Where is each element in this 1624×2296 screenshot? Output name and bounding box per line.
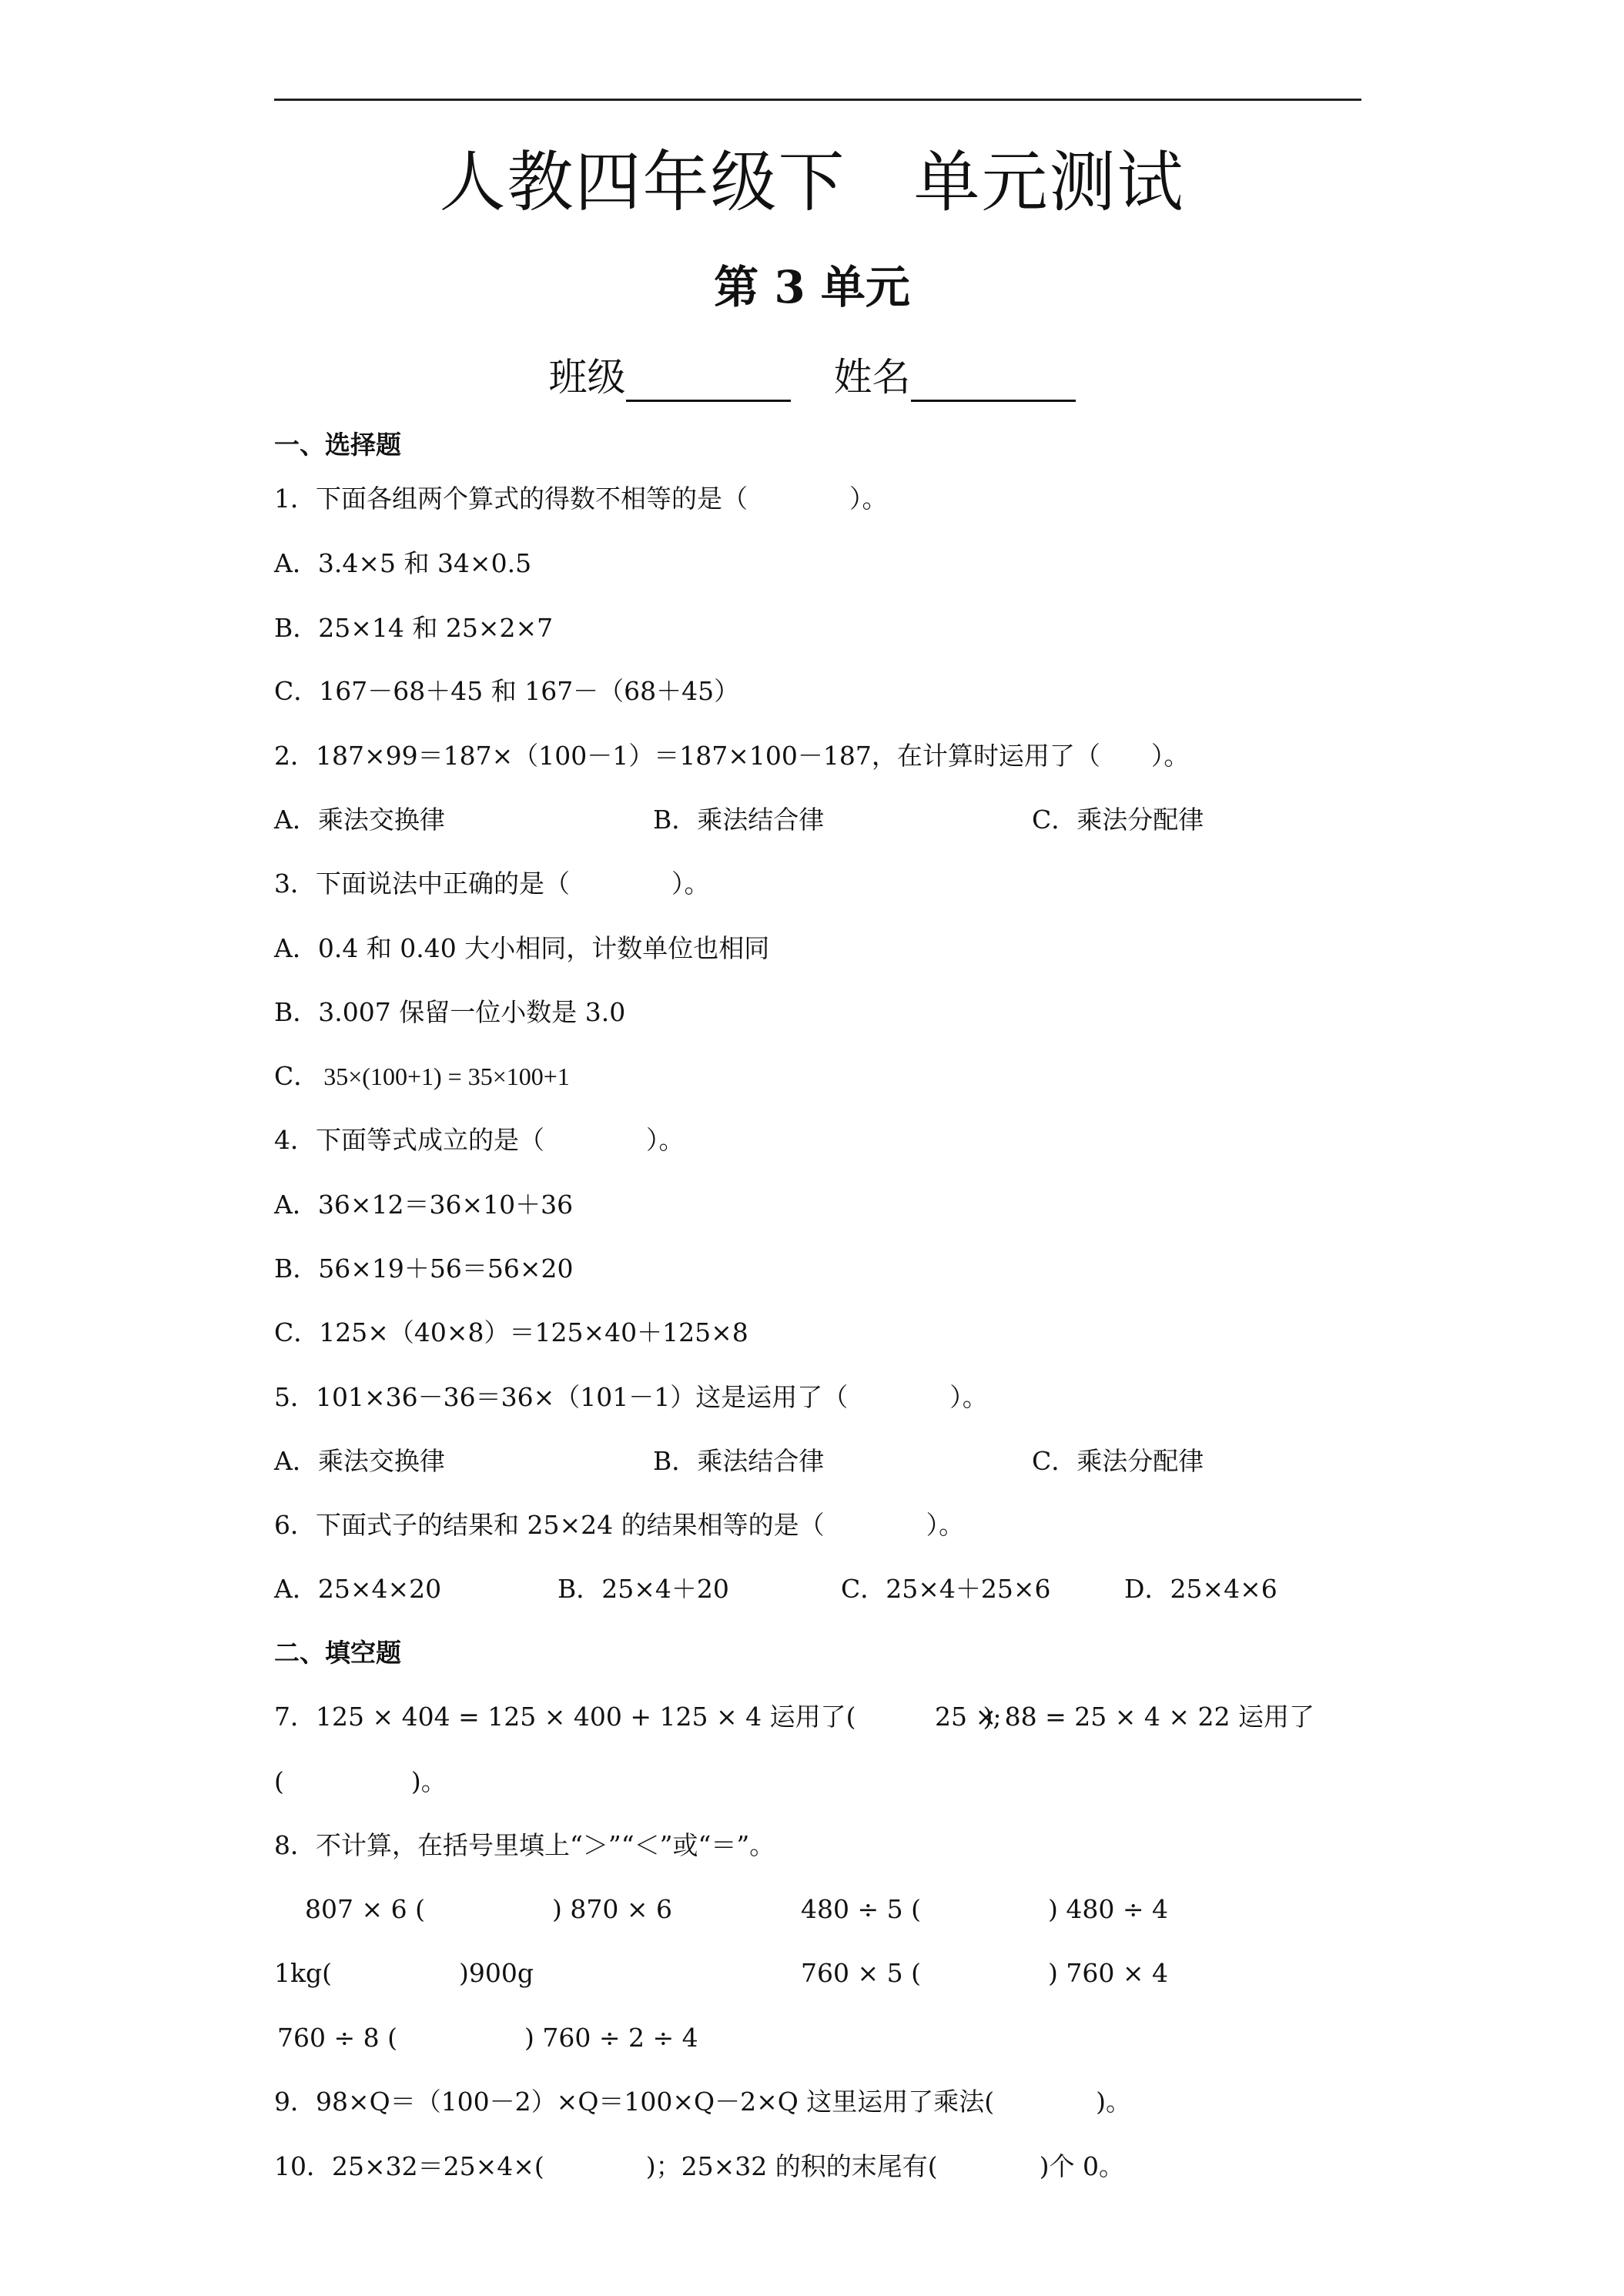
q3-stem: 3．下面说法中正确的是（ ）。	[274, 869, 710, 899]
q1-option-a: A．3.4×5 和 34×0.5	[274, 548, 532, 578]
q4-option-a: A．36×12＝36×10＋36	[274, 1190, 574, 1220]
q4-option-c: C．125×（40×8）＝125×40＋125×8	[274, 1317, 748, 1347]
q2-stem: 2．187×99＝187×（100－1）＝187×100－187，在计算时运用了（ ）。	[274, 741, 1190, 771]
header-rule	[274, 99, 1361, 101]
q9-stem: 9．98×Q＝（100－2）×Q＝100×Q－2×Q 这里运用了乘法( )。	[274, 2087, 1132, 2117]
q3-option-b: B．3.007 保留一位小数是 3.0	[274, 997, 626, 1027]
q2-option-b: B．乘法结合律	[653, 805, 825, 835]
q6-option-d: D．25×4×6	[1124, 1574, 1277, 1604]
q1-stem: 1．下面各组两个算式的得数不相等的是（ ）。	[274, 484, 888, 514]
q2-option-a: A．乘法交换律	[274, 805, 445, 835]
q8-expression-2: 480 ÷ 5 ( ) 480 ÷ 4	[801, 1894, 1168, 1924]
q10-stem: 10．25×32＝25×4×( )；25×32 的积的末尾有( )个 0。	[274, 2151, 1125, 2181]
section-heading-fill: 二、填空题	[274, 1638, 401, 1668]
q8-stem: 8．不计算，在括号里填上“＞”“＜”或“＝”。	[274, 1830, 775, 1860]
name-blank[interactable]	[911, 360, 1076, 402]
page-title: 人教四年级下 单元测试	[439, 144, 1185, 221]
q4-option-b: B．56×19＋56＝56×20	[274, 1253, 574, 1284]
q5-option-c: C．乘法分配律	[1032, 1446, 1204, 1476]
q1-option-c: C．167－68＋45 和 167－（68＋45）	[274, 676, 740, 706]
q5-option-a: A．乘法交换律	[274, 1446, 445, 1476]
q3-option-c-expression: 35×(100+1) = 35×100+1	[323, 1063, 570, 1090]
q6-stem: 6．下面式子的结果和 25×24 的结果相等的是（ ）。	[274, 1510, 965, 1540]
q7-part1: 7．125 × 404 = 125 × 400 + 125 × 4 运用了( );	[274, 1702, 1002, 1732]
q8-expression-3: 1kg( )900g	[274, 1958, 534, 1988]
q7-line2: ( )。	[274, 1766, 447, 1796]
q4-stem: 4．下面等式成立的是（ ）。	[274, 1125, 685, 1155]
q8-expression-4: 760 × 5 ( ) 760 × 4	[801, 1958, 1168, 1988]
q1-option-b: B．25×14 和 25×2×7	[274, 613, 554, 643]
q5-stem: 5．101×36－36＝36×（101－1）这是运用了（ ）。	[274, 1382, 988, 1412]
q7-part2: 25 × 88 = 25 × 4 × 22 运用了	[935, 1702, 1314, 1732]
name-label: 姓名	[833, 355, 911, 400]
student-info	[0, 353, 1624, 402]
q8-expression-5: 760 ÷ 8 ( ) 760 ÷ 2 ÷ 4	[277, 2023, 698, 2053]
class-label: 班级	[548, 355, 626, 400]
q3-option-a: A．0.4 和 0.40 大小相同，计数单位也相同	[274, 933, 770, 963]
q2-option-c: C．乘法分配律	[1032, 805, 1204, 835]
q3-option-c	[274, 1059, 570, 1093]
section-heading-choice: 一、选择题	[274, 430, 401, 460]
q6-option-c: C．25×4＋25×6	[841, 1574, 1051, 1604]
q3-option-c-prefix: C．	[274, 1061, 320, 1091]
q6-option-a: A．25×4×20	[274, 1574, 442, 1604]
q8-expression-1: 807 × 6 ( ) 870 × 6	[305, 1894, 672, 1924]
class-blank[interactable]	[626, 360, 791, 402]
unit-title: 第 3 单元	[714, 261, 910, 313]
q6-option-b: B．25×4＋20	[558, 1574, 729, 1604]
q5-option-b: B．乘法结合律	[653, 1446, 825, 1476]
